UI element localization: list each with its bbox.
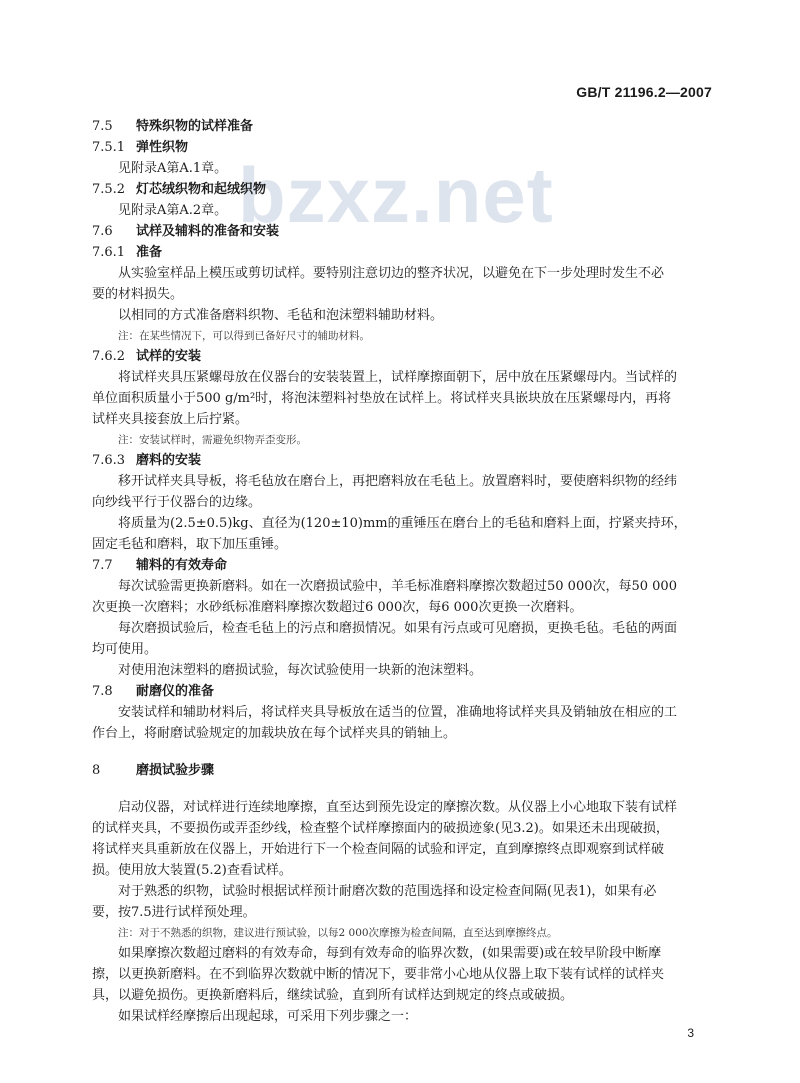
paragraph-line: 以相同的方式准备磨料织物、毛毡和泡沫塑料辅助材料。 (118, 308, 444, 323)
section-number: 8 (92, 763, 101, 778)
paragraph-line: 见附录A第A.2章。 (118, 203, 228, 218)
paragraph-line: 每次磨损试验后，检查毛毡上的污点和磨损情况。如果有污点或可见磨损，更换毛毡。毛毡的两面 (118, 621, 678, 636)
paragraph-line: 如果试样经摩擦后出现起球，可采用下列步骤之一： (118, 1009, 418, 1024)
paragraph-continuation: 试样夹具接套放上后拧紧。 (92, 412, 249, 427)
paragraph-continuation: 将试样夹具重新放在仪器上，开始进行下一个检查间隔的试验和评定，直到摩擦终点即观察到试样破 (92, 842, 665, 857)
note: 注：在某些情况下，可以得到已备好尺寸的辅助材料。 (118, 330, 370, 342)
paragraph-continuation: 具，以避免损伤。更换新磨料后，继续试验，直到所有试样达到规定的终点或破损。 (92, 988, 574, 1003)
section-number: 7.5.1 (92, 140, 126, 155)
section-title: 磨损试验步骤 (136, 763, 215, 778)
paragraph-line: 对于熟悉的织物，试验时根据试样预计耐磨次数的范围选择和设定检查间隔(见表1)，如果有必 (118, 884, 657, 899)
paragraph-line: 将质量为(2.5±0.5)kg、直径为(120±10)mm的重锤压在磨台上的毛毡和磨料上面，拧紧夹持环， (118, 516, 687, 531)
section-number: 7.8 (92, 684, 113, 699)
section-number: 7.6.3 (92, 453, 126, 468)
section-heading (92, 179, 712, 200)
paragraph-continuation: 向纱线平行于仪器台的边缘。 (92, 495, 262, 510)
section-heading (92, 137, 712, 158)
paragraph-continuation: 擦，以更换新磨料。在不到临界次数就中断的情况下，要非常小心地从仪器上取下装有试样的试样夹 (92, 967, 665, 982)
paragraph-continuation: 的试样夹具，不要损伤或弄歪纱线，检查整个试样摩擦面内的破损迹象(见3.2)。如果还未出现破损， (92, 821, 669, 836)
section-number: 7.5.2 (92, 182, 126, 197)
section-number: 7.5 (92, 119, 113, 134)
paragraph-line: 启动仪器，对试样进行连续地摩擦，直至达到预先设定的摩擦次数。从仪器上小心地取下装有试样 (118, 800, 678, 815)
section-heading (92, 242, 712, 263)
section-title: 辅料的有效寿命 (136, 558, 228, 573)
section-heading (92, 346, 712, 367)
paragraph-continuation: 要，按7.5进行试样预处理。 (92, 905, 256, 920)
section-heading (92, 555, 712, 576)
section-number: 7.7 (92, 558, 113, 573)
section-title: 试样及辅料的准备和安装 (136, 224, 280, 239)
section-title: 弹性织物 (136, 140, 189, 155)
paragraph-continuation: 均可使用。 (92, 642, 158, 657)
section-number: 7.6.1 (92, 245, 126, 260)
page-number: 3 (687, 1026, 694, 1040)
section-title: 耐磨仪的准备 (136, 684, 215, 699)
section-number: 7.6.2 (92, 349, 126, 364)
section-heading (92, 760, 712, 781)
paragraph-line: 从实验室样品上模压或剪切试样。要特别注意切边的整齐状况，以避免在下一步处理时发生不必 (118, 266, 665, 281)
paragraph-continuation: 单位面积质量小于500 g/m²时，将泡沫塑料衬垫放在试样上。将试样夹具嵌块放在压紧螺母内，再将 (92, 391, 672, 406)
watermark: bzxz.net (238, 151, 554, 239)
section-heading (92, 116, 712, 137)
section-title: 试样的安装 (136, 349, 202, 364)
document-body (92, 116, 712, 1027)
section-title: 特殊织物的试样准备 (136, 119, 254, 134)
paragraph-line: 移开试样夹具导板，将毛毡放在磨台上，再把磨料放在毛毡上。放置磨料时，要使磨料织物的经纬 (118, 474, 678, 489)
note: 注：对于不熟悉的织物，建议进行预试验，以每2 000次摩擦为检查间隔，直至达到摩擦终点。 (118, 927, 558, 939)
paragraph-line: 安装试样和辅助材料后，将试样夹具导板放在适当的位置，准确地将试样夹具及销轴放在相应的工 (118, 705, 678, 720)
section-number: 7.6 (92, 224, 113, 239)
section-heading (92, 681, 712, 702)
section-heading (92, 450, 712, 471)
paragraph-line: 将试样夹具压紧螺母放在仪器台的安装装置上，试样摩擦面朝下，居中放在压紧螺母内。当试样的 (118, 370, 678, 385)
section-heading (92, 221, 712, 242)
paragraph-line: 见附录A第A.1章。 (118, 161, 228, 176)
spacer (92, 744, 712, 760)
paragraph-line: 对使用泡沫塑料的磨损试验，每次试验使用一块新的泡沫塑料。 (118, 663, 483, 678)
paragraph-continuation: 作台上，将耐磨试验规定的加载块放在每个试样夹具的销轴上。 (92, 726, 457, 741)
paragraph-continuation: 固定毛毡和磨料，取下加压重锤。 (92, 537, 288, 552)
section-title: 磨料的安装 (136, 453, 202, 468)
section-title: 准备 (136, 245, 163, 260)
paragraph-line: 每次试验需更换新磨料。如在一次磨损试验中，羊毛标准磨料摩擦次数超过50 000次，每50 000 (118, 579, 677, 594)
spacer (92, 781, 712, 797)
note: 注：安装试样时，需避免织物弄歪变形。 (118, 434, 307, 446)
paragraph-continuation: 要的材料损失。 (92, 287, 184, 302)
paragraph-continuation: 损。使用放大装置(5.2)查看试样。 (92, 863, 292, 878)
paragraph-continuation: 次更换一次磨料；水砂纸标准磨料摩擦次数超过6 000次，每6 000次更换一次磨料。 (92, 600, 583, 615)
paragraph-line: 如果摩擦次数超过磨料的有效寿命，每到有效寿命的临界次数，(如果需要)或在较早阶段中断摩 (118, 946, 662, 961)
standard-number: GB/T 21196.2—2007 (576, 84, 712, 100)
section-title: 灯芯绒织物和起绒织物 (136, 182, 267, 197)
